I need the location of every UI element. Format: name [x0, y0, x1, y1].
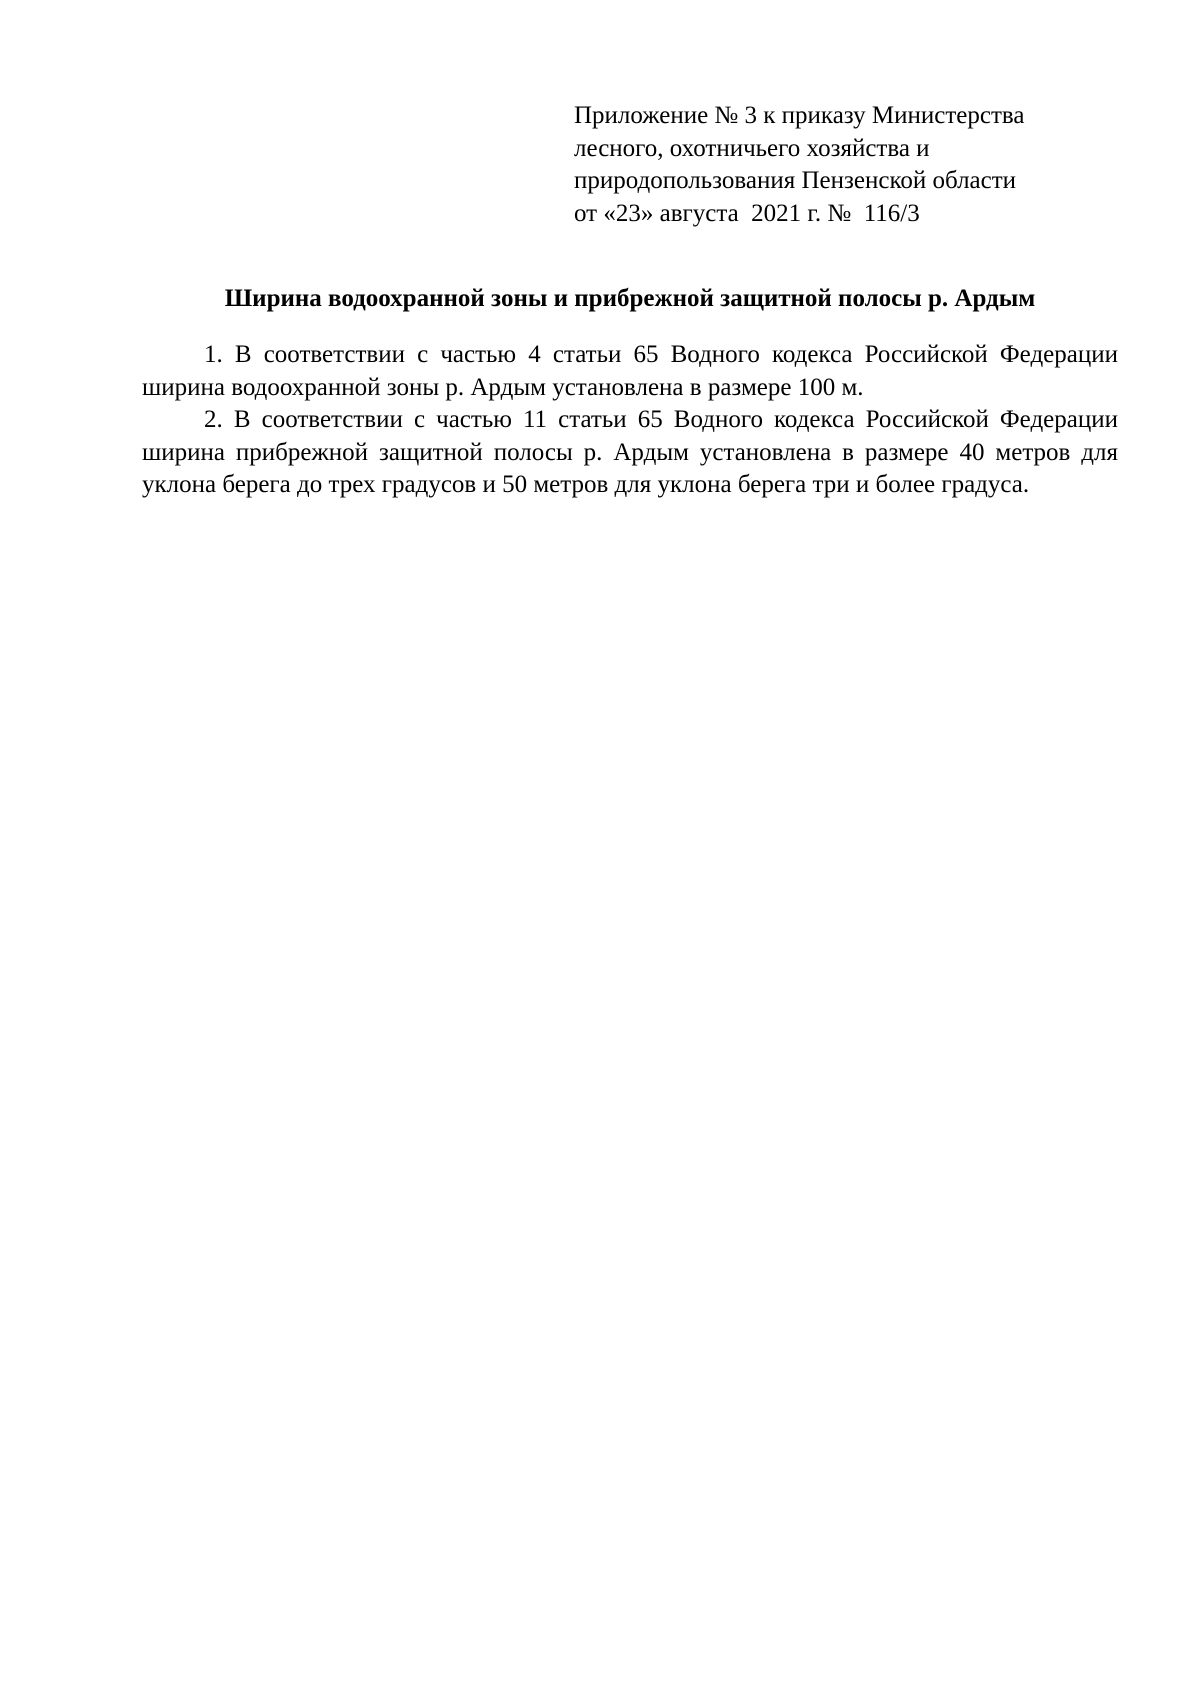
paragraph-2: 2. В соответствии с частью 11 статьи 65 Водного кодекса Российской Федерации ширина прибрежной защитной полосы р. Ардым установлена в размере 40 метров для уклона берега до трех градусов и 50 метров для уклона берега три и более градуса. [142, 406, 1118, 498]
appendix-header [574, 100, 1114, 230]
appendix-line: от «23» августа 2021 г. № 116/3 [574, 199, 920, 227]
appendix-line: Приложение № 3 к приказу Министерства [574, 102, 1025, 129]
appendix-line: природопользования Пензенской области [574, 167, 1017, 194]
document-title: Ширина водоохранной зоны и прибрежной защитной полосы р. Ардым [224, 285, 1036, 312]
document-body [142, 339, 1118, 502]
appendix-line: лесного, охотничьего хозяйства и [574, 134, 930, 162]
paragraph-1: 1. В соответствии с частью 4 статьи 65 Водного кодекса Российской Федерации ширина водоохранной зоны р. Ардым установлена в размере 100 м. [142, 341, 1118, 401]
